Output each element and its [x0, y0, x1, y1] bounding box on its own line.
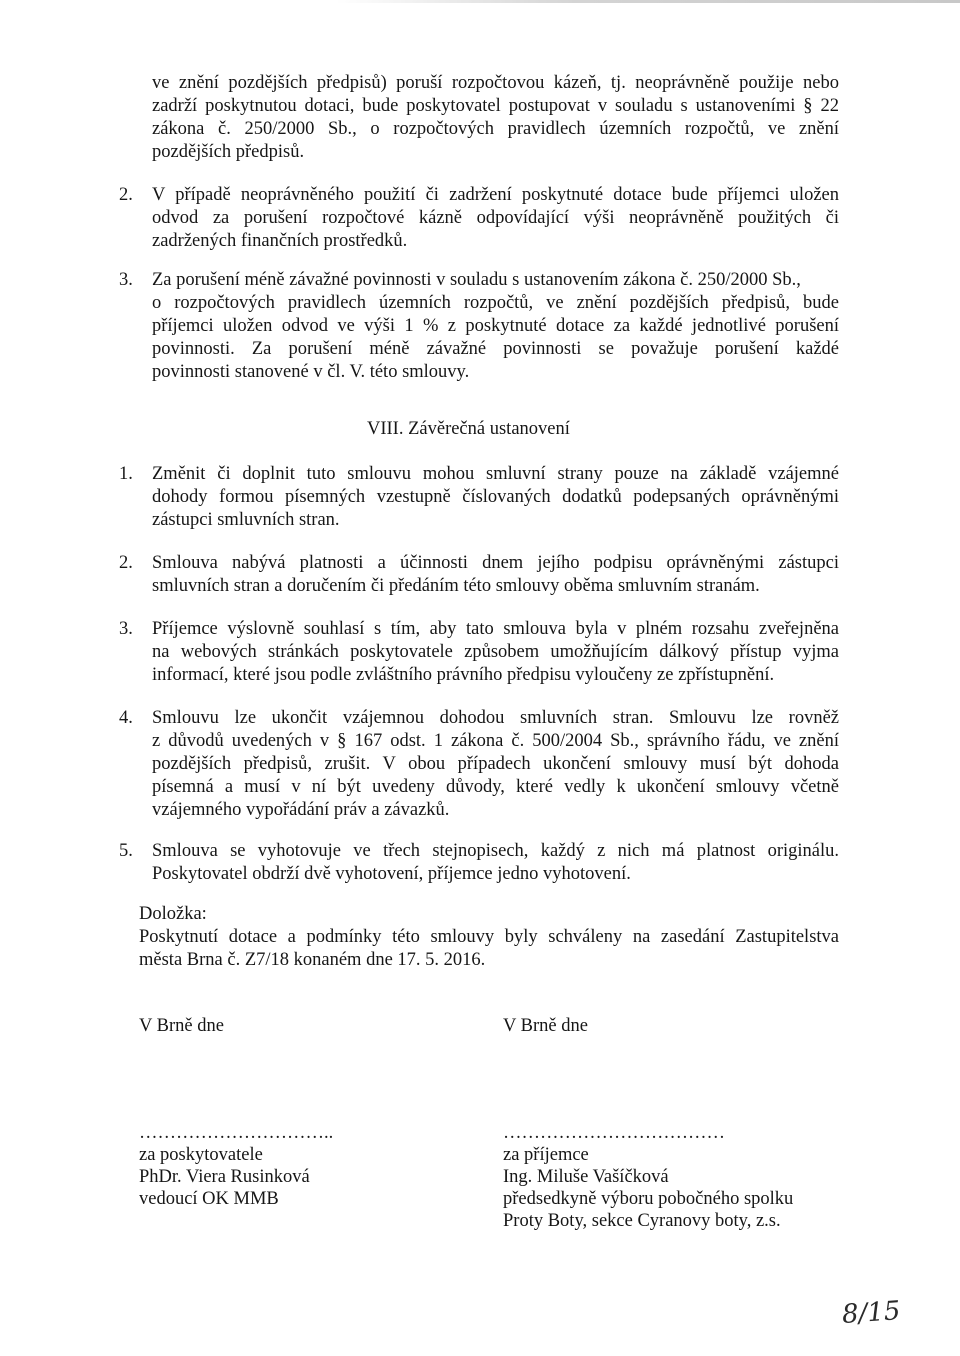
text-line: písemná a musí v ní být uvedeny důvody, které vedly k ukončení smlouvy včetně: [152, 777, 839, 797]
text-line: města Brna č. Z7/18 konaném dne 17. 5. 2016.: [139, 950, 486, 970]
signature-line: ………………………………: [503, 1123, 725, 1143]
text-line: Poskytovatel obdrží dvě vyhotovení, příjemce jedno vyhotovení.: [152, 864, 631, 884]
text-line: zákona č. 250/2000 Sb., o rozpočtových pravidlech územních rozpočtů, ve znění: [152, 119, 839, 139]
scan-edge: [0, 0, 960, 3]
final-provision-4: [152, 707, 839, 822]
text-line: pozdějších předpisů, zrušit. V obou případech ukončení smlouvy musí být dohoda: [152, 754, 839, 774]
signature-block-provider: [139, 1122, 333, 1210]
handwritten-page-number: 8/15: [840, 1296, 902, 1331]
intro-paragraph: [152, 72, 839, 164]
signatory-name: PhDr. Viera Rusinková: [139, 1167, 310, 1187]
text-line: Poskytnutí dotace a podmínky této smlouvy byly schváleny na zasedání Zastupitelstva: [139, 927, 839, 947]
paragraph-number: 3.: [119, 270, 133, 290]
paragraph-number: 2.: [119, 553, 133, 573]
paragraph-number: 2.: [119, 185, 133, 205]
text-line: dohody formou písemných vzestupně číslovaných dodatků podepsaných oprávněnými: [152, 487, 839, 507]
text-line: pozdějších předpisů.: [152, 142, 305, 162]
text-line: Smlouva se vyhotovuje ve třech stejnopisech, každý z nich má platnost originálu.: [152, 841, 839, 861]
paragraph-number: 3.: [119, 619, 133, 639]
signatory-name: Ing. Miluše Vašíčková: [503, 1167, 669, 1187]
paragraph-3: [152, 269, 839, 384]
text-line: povinnosti. Za porušení méně závažné povinnosti se považuje porušení každé: [152, 339, 839, 359]
section-heading: VIII. Závěrečná ustanovení: [367, 419, 570, 439]
final-provision-2: [152, 552, 839, 598]
signatory-position: předsedkyně výboru pobočného spolku: [503, 1189, 794, 1209]
text-line: vzájemného vypořádání práv a závazků.: [152, 800, 450, 820]
text-line: ve znění pozdějších předpisů) poruší rozpočtovou kázeň, tj. neoprávněně použije nebo: [152, 73, 839, 93]
text-line: příjemci uložen odvod ve výši 1 % z poskytnuté dotace za každé jednotlivé porušení: [152, 316, 839, 336]
final-provision-5: [152, 840, 839, 886]
place-date-right: V Brně dne: [503, 1016, 588, 1036]
signatory-position: vedoucí OK MMB: [139, 1189, 279, 1209]
text-line: zadrží poskytnutou dotaci, bude poskytovatel postupovat v souladu s ustanoveními § 22: [152, 96, 839, 116]
signature-block-recipient: [503, 1122, 793, 1232]
signatory-organization: Proty Boty, sekce Cyranovy boty, z.s.: [503, 1211, 781, 1231]
text-line: na webových stránkách poskytovatele způsobem umožňujícím dálkový přístup vyjma: [152, 642, 839, 662]
text-line: povinnosti stanovené v čl. V. této smlouvy.: [152, 362, 470, 382]
text-line: smluvních stran a doručením či předáním této smlouvy oběma smluvním stranám.: [152, 576, 760, 596]
signature-line: …………………………..: [139, 1123, 334, 1143]
paragraph-number: 1.: [119, 464, 133, 484]
final-provision-1: [152, 463, 839, 532]
text-line: zadržených finančních prostředků.: [152, 231, 408, 251]
final-provision-3: [152, 618, 839, 687]
text-line: Za porušení méně závažné povinnosti v souladu s ustanovením zákona č. 250/2000 Sb.,: [152, 270, 801, 290]
text-line: o rozpočtových pravidlech územních rozpočtů, ve znění pozdějších předpisů, bude: [152, 293, 839, 313]
place-date-left: V Brně dne: [139, 1016, 224, 1036]
text-line: zástupci smluvních stran.: [152, 510, 340, 530]
text-line: Smlouva nabývá platnosti a účinnosti dnem jejího podpisu oprávněnými zástupci: [152, 553, 839, 573]
text-line: odvod za porušení rozpočtové kázně odpovídající výši neoprávněně použitých či: [152, 208, 839, 228]
text-line: Smlouvu lze ukončit vzájemnou dohodou smluvních stran. Smlouvu lze rovněž: [152, 708, 839, 728]
text-line: z důvodů uvedených v § 167 odst. 1 zákona č. 500/2004 Sb., správního řádu, ve znění: [152, 731, 839, 751]
paragraph-2: [152, 184, 839, 253]
paragraph-number: 4.: [119, 708, 133, 728]
signatory-role: za příjemce: [503, 1145, 589, 1165]
signatory-role: za poskytovatele: [139, 1145, 263, 1165]
approval-clause: [139, 903, 839, 972]
clause-label: Doložka:: [139, 904, 207, 924]
text-line: Příjemce výslovně souhlasí s tím, aby tato smlouva byla v plném rozsahu zveřejněna: [152, 619, 839, 639]
text-line: Změnit či doplnit tuto smlouvu mohou smluvní strany pouze na základě vzájemné: [152, 464, 839, 484]
paragraph-number: 5.: [119, 841, 133, 861]
text-line: V případě neoprávněného použití či zadržení poskytnuté dotace bude příjemci uložen: [152, 185, 839, 205]
text-line: informací, které jsou podle zvláštního právního předpisu vyloučeny ze zpřístupnění.: [152, 665, 775, 685]
